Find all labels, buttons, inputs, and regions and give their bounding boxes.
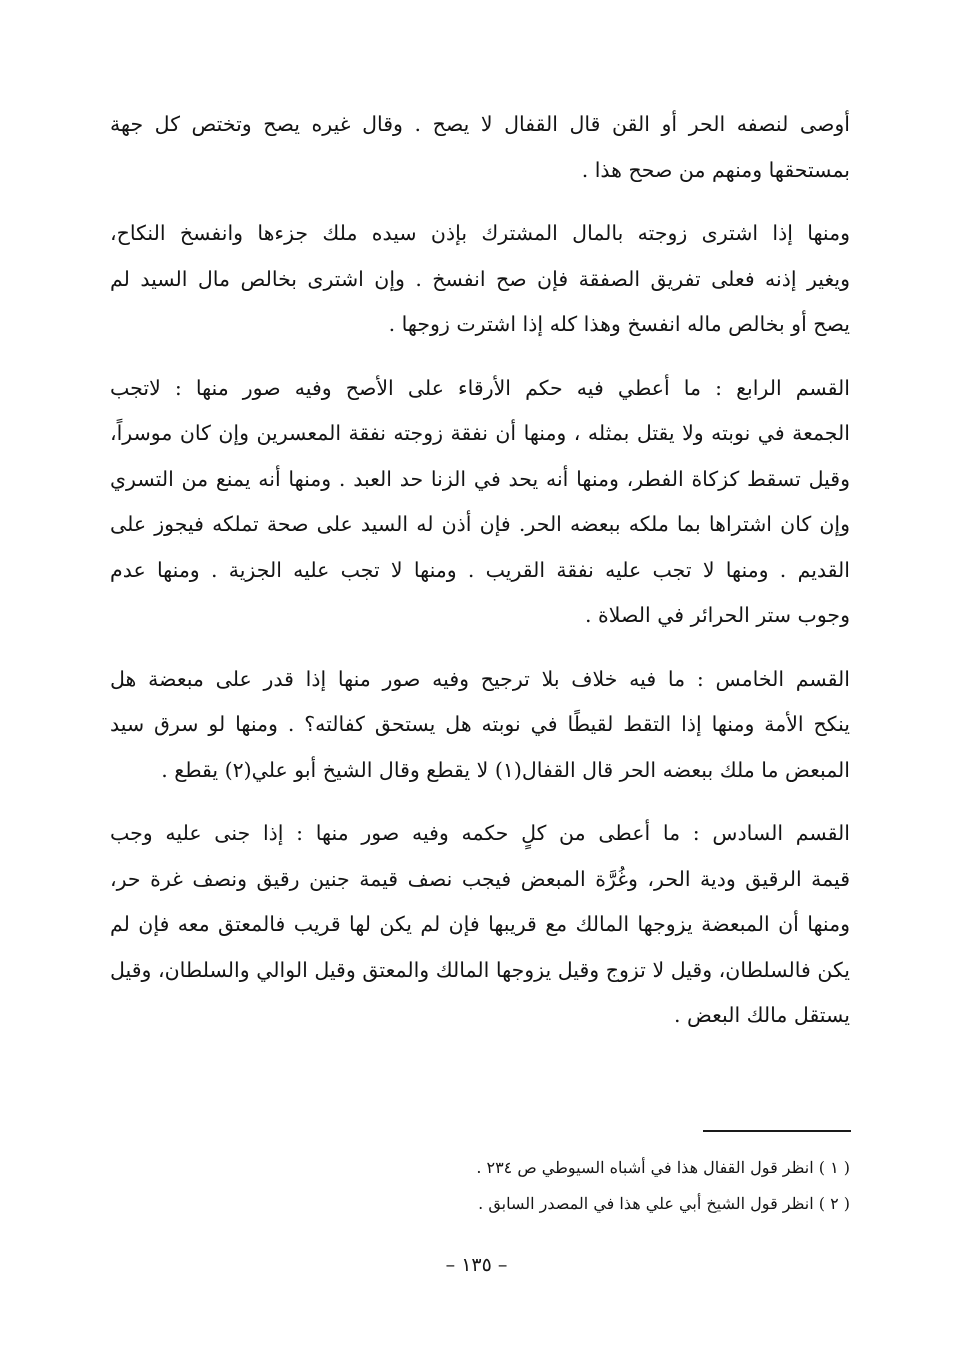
- text-line: يكن فالسلطان، وقيل لا تزوج وقيل يزوجها المالك والمعتق وقيل الوالي والسلطان، وقيل: [110, 957, 850, 982]
- text-line: ومنها إذا اشترى زوجته بالمال المشترك بإذن سيده ملك جزءها وانفسخ النكاح،: [110, 221, 850, 245]
- text-line: بمستحقها ومنهم من صحح هذا .: [581, 157, 850, 182]
- footnote-separator: [703, 1130, 851, 1132]
- text-line: ويغير إذنه فعلى تفريق الصفقة فإن صح انفسخ . وإن اشترى بخالص مال السيد لم: [110, 266, 850, 291]
- text-line: المبعض ما ملك ببعضه الحر قال القفال(١) لا يقطع وقال الشيخ أبو علي(٢) يقطع .: [161, 757, 850, 782]
- text-line: القسم الرابع : ما أعطي فيه حكم الأرقاء على الأصح وفيه صور منها : لاتجب: [110, 375, 850, 400]
- text-line: أوصى لنصفه الحر أو القن قال القفال لا يصح . وقال غيره يصح وتختص كل جهة: [110, 112, 850, 136]
- text-line: يصح أو بخالص ماله انفسخ وهذا كله إذا اشترت زوجها .: [388, 312, 850, 336]
- footnote-2: ( ٢ ) انظر قول الشيخ أبي علي هذا في المصدر السابق .: [478, 1194, 850, 1213]
- main-text: [110, 102, 850, 1057]
- footnotes: [380, 1150, 850, 1222]
- footnote-1: ( ١ ) انظر قول القفال هذا في أشباه السيوطي ص ٢٣٤ .: [476, 1158, 850, 1177]
- paragraph-1: [110, 102, 850, 193]
- paragraph-5: [110, 811, 850, 1039]
- paragraph-2: [110, 211, 850, 348]
- text-line: ينكح الأمة ومنها إذا التقط لقيطًا في نوبته هل يستحق كفالته؟ . ومنها لو سرق سيد: [110, 712, 850, 736]
- text-line: قيمة الرقيق ودية الحر، وغُرَّة المبعض فيجب نصف قيمة جنين رقيق ونصف غرة حر،: [110, 866, 851, 891]
- paragraph-3: [110, 366, 850, 639]
- paragraph-4: [110, 657, 850, 794]
- text-line: وقيل تسقط كزكاة الفطر، ومنها أنه يحد في الزنا حد العبد . ومنها أنه يمنع من التسري: [110, 466, 850, 491]
- text-line: الجمعة في نوبته ولا يقتل بمثله ، ومنها أن نفقة زوجته نفقة المعسرين وإن كان موسراً،: [110, 421, 850, 445]
- text-line: القديم . ومنها لا تجب عليه نفقة القريب . ومنها لا تجب عليه الجزية . ومنها عدم: [110, 557, 850, 582]
- text-line: القسم الخامس : ما فيه خلاف بلا ترجيح وفيه صور منها إذا قدر على مبعضة هل: [110, 666, 850, 691]
- page-number: – ١٣٥ –: [445, 1254, 508, 1276]
- text-line: ومنها أن المبعضة يزوجها المالك مع قريبها فإن لم يكن لها قريب فالمعتق معه فإن لم: [110, 912, 850, 936]
- text-line: القسم السادس : ما أعطى من كلٍ حكمه وفيه صور منها : إذا جنى عليه وجب: [110, 821, 850, 845]
- text-line: يستقل مالك البعض .: [673, 1003, 850, 1027]
- text-line: وإن كان اشتراها بما ملكه ببعضه الحر. فإن أذن له السيد على صحة تملكه فيجوز على: [110, 512, 850, 536]
- text-line: وجوب ستر الحرائر في الصلاة .: [584, 603, 850, 627]
